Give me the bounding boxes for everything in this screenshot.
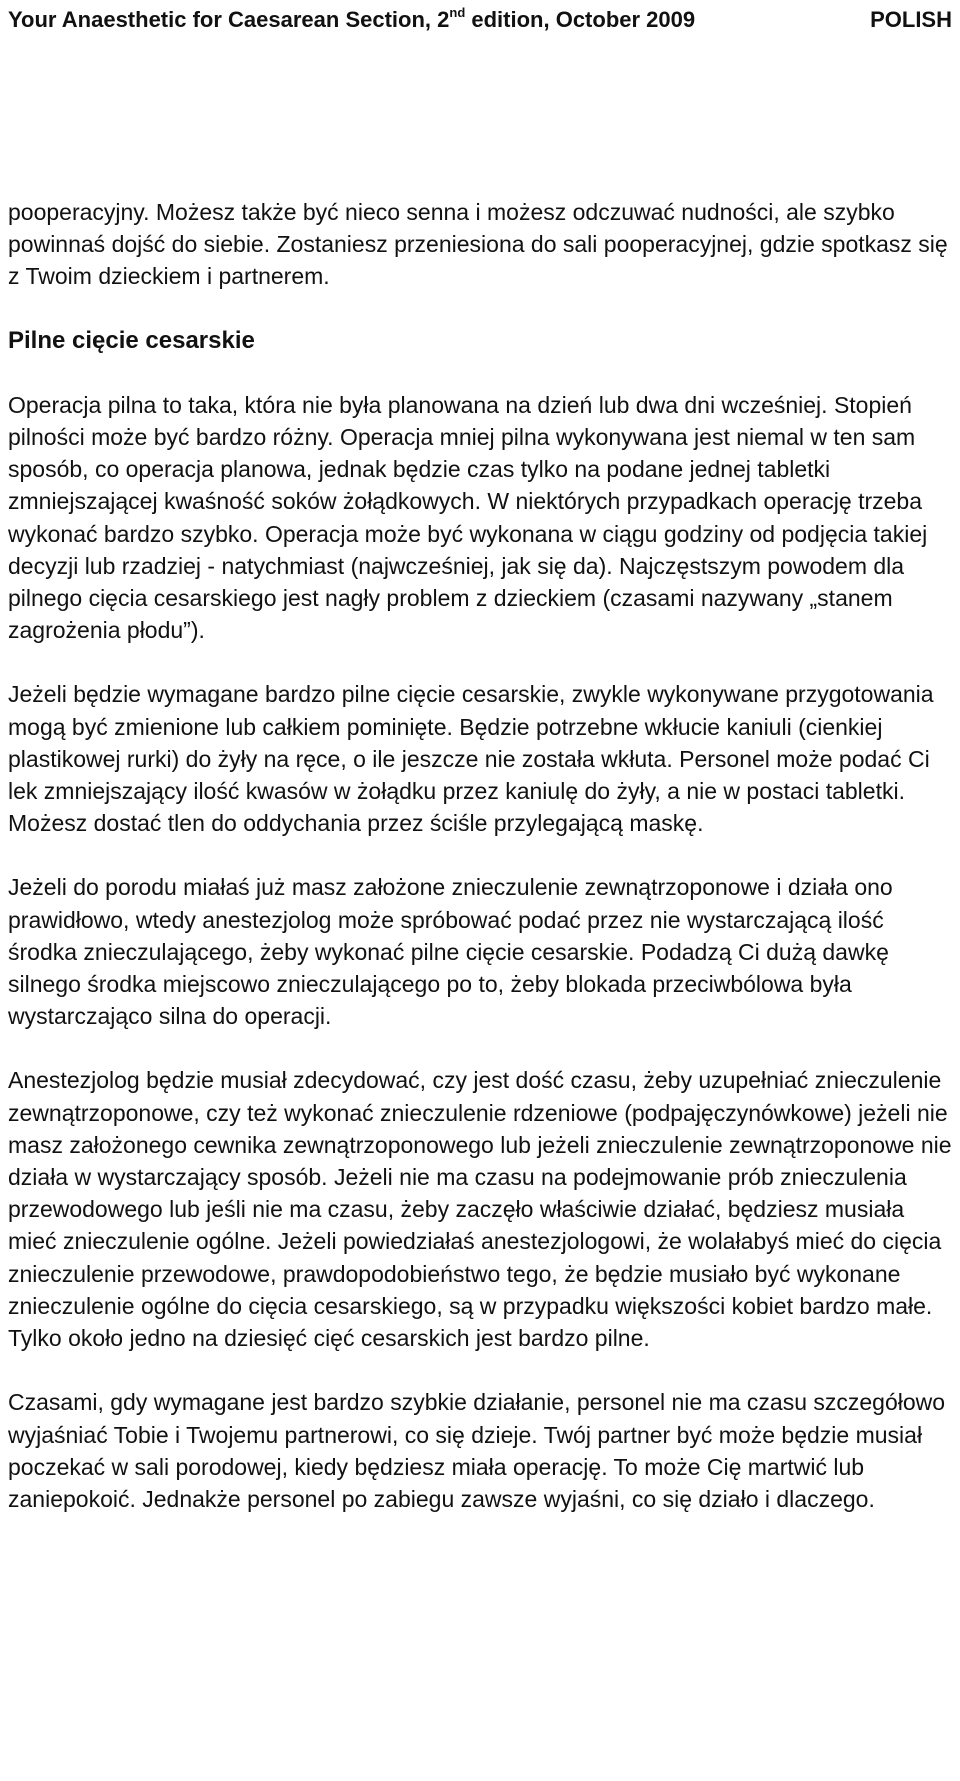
paragraph-spacer	[8, 357, 952, 389]
paragraph-1: Operacja pilna to taka, która nie była planowana na dzień lub dwa dni wcześniej. Stopień pilności może być bardzo różny. Operacja mniej pilna wykonywana jest niemal w ten sam sposób, co operacja planowa, jednak będzie czas tylko na podane jednej tabletki zmniejszającej kwaśność soków żołądkowych. W niektórych przypadkach operację trzeba wykonać bardzo szybko. Operacja może być wykonana w ciągu godziny od podjęcia takiej decyzji lub rzadziej - natychmiast (najwcześniej, jak się da). Najczęstszym powodem dla pilnego cięcia cesarskiego jest nagły problem z dzieckiem (czasami nazywany „stanem zagrożenia płodu”).	[8, 391, 928, 644]
language-label: POLISH	[870, 7, 952, 32]
title-superscript: nd	[449, 4, 466, 20]
paragraph-spacer	[8, 1032, 952, 1064]
page-header	[8, 4, 952, 36]
document-title	[8, 4, 695, 36]
paragraph-5: Czasami, gdy wymagane jest bardzo szybkie działanie, personel nie ma czasu szczegółowo wyjaśniać Tobie i Twojemu partnerowi, co się dzieje. Twój partner być może będzie musiał poczekać w sali porodowej, kiedy będziesz miała operację. To może Cię martwić lub zaniepokoić. Jednakże personel po zabiegu zawsze wyjaśni, co się działo i dlaczego.	[8, 1389, 946, 1512]
paragraph-spacer	[8, 839, 952, 871]
paragraph-spacer	[8, 1354, 952, 1386]
document-body	[8, 196, 952, 1515]
paragraph-spacer	[8, 293, 952, 325]
continuation-paragraph: pooperacyjny. Możesz także być nieco senna i możesz odczuwać nudności, ale szybko powinnaś dojść do siebie. Zostaniesz przeniesiona do sali pooperacyjnej, gdzie spotkasz się z Twoim dzieckiem i partnerem.	[8, 199, 948, 290]
title-start: Your Anaesthetic for Caesarean Section, 2	[8, 7, 450, 32]
paragraph-2: Jeżeli będzie wymagane bardzo pilne cięcie cesarskie, zwykle wykonywane przygotowania mogą być zmienione lub całkiem pominięte. Będzie potrzebne wkłucie kaniuli (cienkiej plastikowej rurki) do żyły na ręce, o ile jeszcze nie została wkłuta. Personel może podać Ci lek zmniejszający ilość kwasów w żołądku przez kaniulę do żyły, a nie w postaci tabletki. Możesz dostać tlen do oddychania przez ściśle przylegającą maskę.	[8, 681, 934, 837]
paragraph-3: Jeżeli do porodu miałaś już masz założone znieczulenie zewnątrzoponowe i działa ono prawidłowo, wtedy anestezjolog może spróbować podać przez nie wystarczającą ilość środka znieczulającego, żeby wykonać pilne cięcie cesarskie. Podadzą Ci dużą dawkę silnego środka miejscowo znieczulającego po to, żeby blokada przeciwbólowa była wystarczająco silna do operacji.	[8, 874, 893, 1030]
paragraph-4: Anestezjolog będzie musiał zdecydować, czy jest dość czasu, żeby uzupełniać znieczulenie zewnątrzoponowe, czy też wykonać znieczulenie rdzeniowe (podpajęczynówkowe) jeżeli nie masz założonego cewnika zewnątrzoponowego lub jeżeli znieczulenie zewnątrzoponowe nie działa w wystarczający sposób. Jeżeli nie ma czasu na podejmowanie prób znieczulenia przewodowego lub jeśli nie ma czasu, żeby zaczęło właściwie działać, będziesz musiała mieć znieczulenie ogólne. Jeżeli powiedziałaś anestezjologowi, że wolałabyś mieć do cięcia znieczulenie przewodowe, prawdopodobieństwo tego, że będzie musiało być wykonane znieczulenie ogólne do cięcia cesarskiego, są w przypadku większości kobiet bardzo małe. Tylko około jedno na dziesięć cięć cesarskich jest bardzo pilne.	[8, 1067, 952, 1352]
title-end: edition, October 2009	[465, 7, 696, 32]
section-heading: Pilne cięcie cesarskie	[8, 326, 255, 354]
paragraph-spacer	[8, 646, 952, 678]
